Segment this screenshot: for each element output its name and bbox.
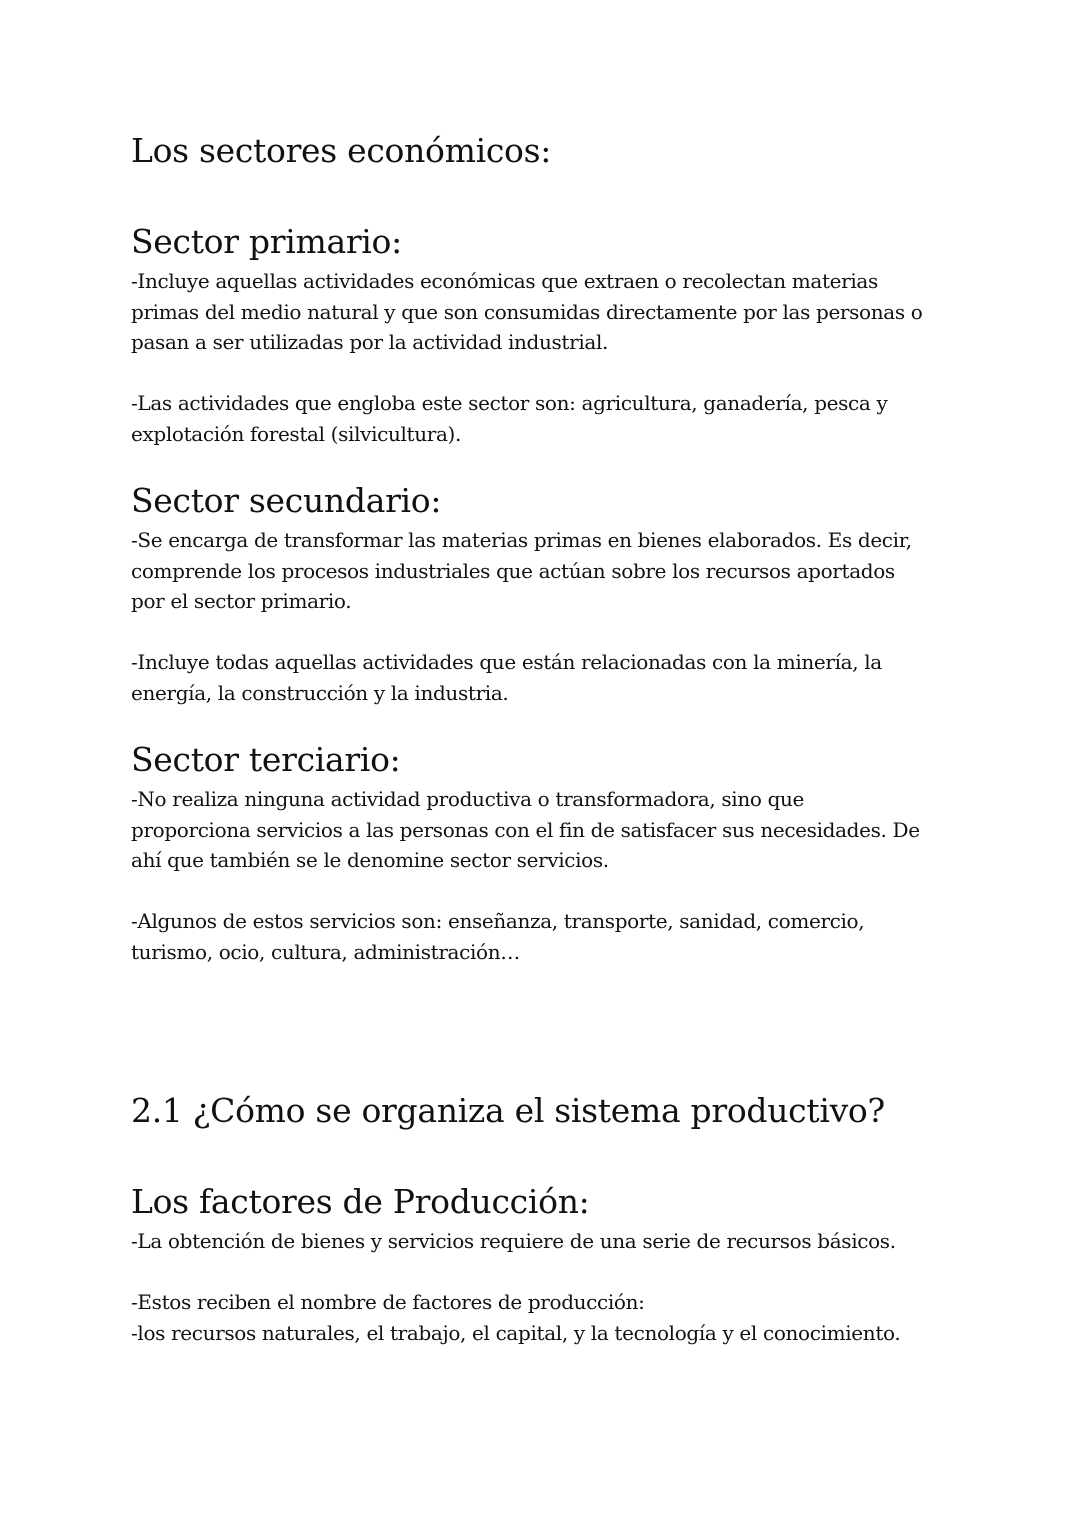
paragraph-primario-activities (131, 388, 971, 449)
text-line: -Se encarga de transformar las materias primas en bienes elaborados. Es decir, (131, 528, 912, 552)
text-line: pasan a ser utilizadas por la actividad industrial. (131, 330, 608, 354)
section-heading-secundario: Sector secundario: (131, 481, 442, 520)
section-heading-primario: Sector primario: (131, 222, 402, 261)
text-line: -Estos reciben el nombre de factores de producción: (131, 1290, 645, 1314)
paragraph-terciario-definition (131, 784, 971, 876)
document-title: Los sectores económicos: (131, 131, 552, 170)
subchapter-title: 2.1 ¿Cómo se organiza el sistema productivo? (131, 1091, 885, 1130)
text-line: -Incluye aquellas actividades económicas que extraen o recolectan materias (131, 269, 878, 293)
text-line: energía, la construcción y la industria. (131, 680, 509, 705)
text-line: -Las actividades que engloba este sector son: agricultura, ganadería, pesca y (131, 391, 888, 415)
text-line: turismo, ocio, cultura, administración… (131, 939, 520, 964)
text-line: primas del medio natural y que son consumidas directamente por las personas o (131, 299, 923, 324)
paragraph-secundario-definition (131, 525, 971, 617)
paragraph-primario-definition (131, 266, 971, 358)
text-line: -los recursos naturales, el trabajo, el capital, y la tecnología y el conocimiento. (131, 1320, 901, 1345)
paragraph-terciario-services (131, 906, 971, 967)
paragraph-factores-list (131, 1287, 971, 1348)
text-line: -Algunos de estos servicios son: enseñanza, transporte, sanidad, comercio, (131, 909, 865, 933)
text-line: -Incluye todas aquellas actividades que están relacionadas con la minería, la (131, 650, 882, 674)
text-line: comprende los procesos industriales que actúan sobre los recursos aportados (131, 558, 895, 583)
text-line: -La obtención de bienes y servicios requiere de una serie de recursos básicos. (131, 1229, 896, 1253)
section-heading-terciario: Sector terciario: (131, 740, 401, 779)
paragraph-factores-intro (131, 1226, 971, 1257)
section-heading-factores: Los factores de Producción: (131, 1182, 590, 1221)
text-line: ahí que también se le denomine sector servicios. (131, 848, 609, 872)
text-line: por el sector primario. (131, 589, 352, 613)
text-line: -No realiza ninguna actividad productiva o transformadora, sino que (131, 787, 805, 811)
text-line: explotación forestal (silvicultura). (131, 421, 462, 446)
paragraph-secundario-activities (131, 647, 971, 708)
text-line: proporciona servicios a las personas con el fin de satisfacer sus necesidades. De (131, 817, 920, 842)
